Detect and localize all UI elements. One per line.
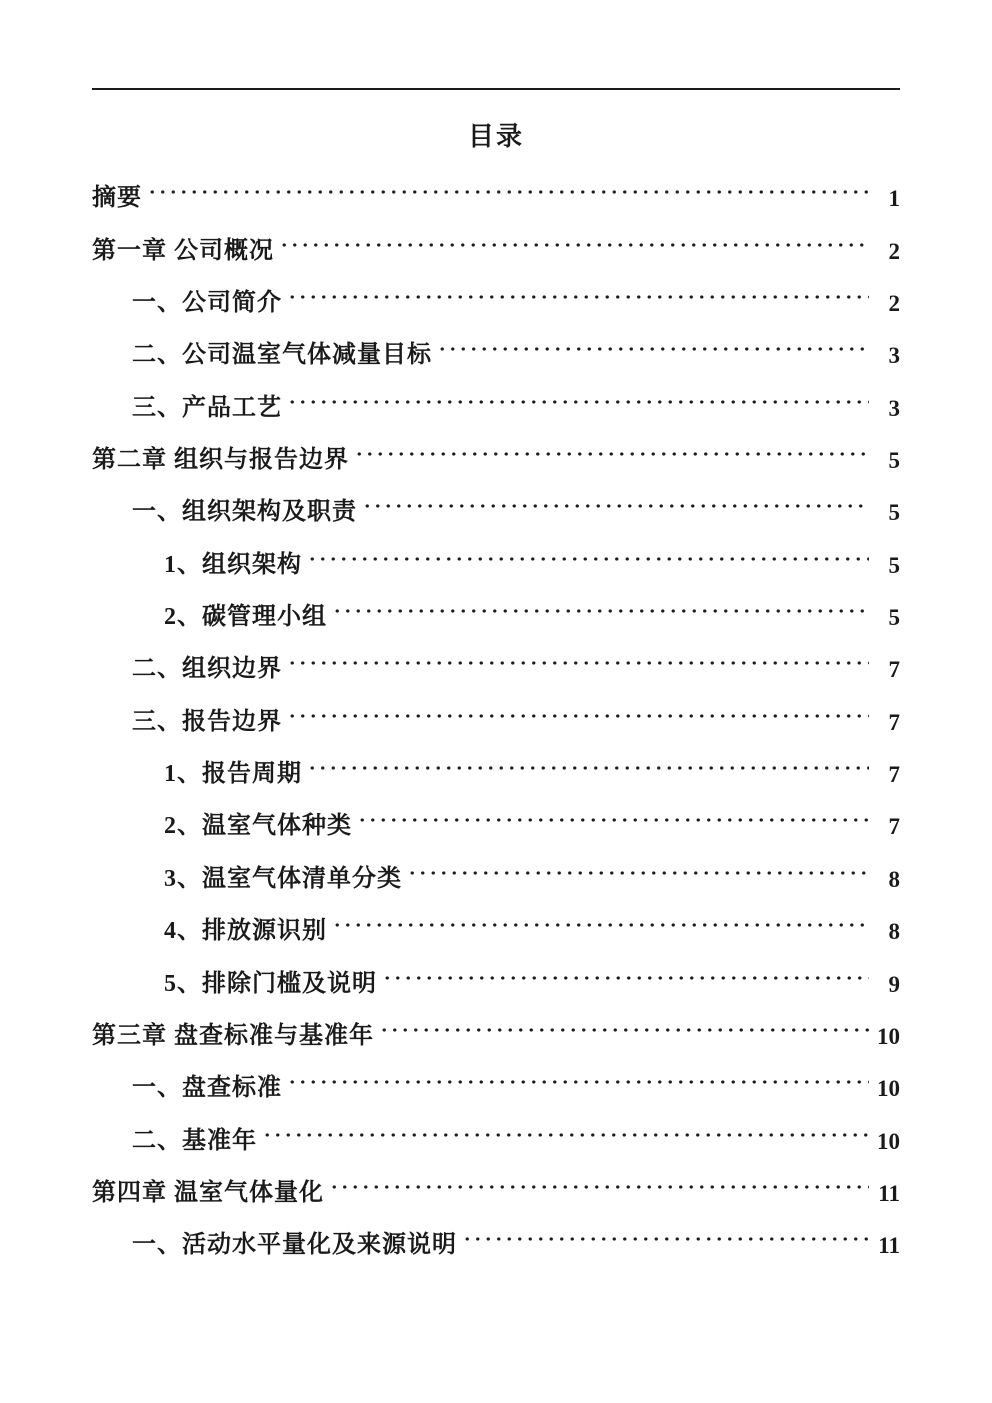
toc-entry[interactable] [92, 434, 900, 486]
toc-entry-page: 7 [888, 657, 900, 683]
toc-entry-label: 3、温室气体清单分类 [164, 865, 402, 892]
toc-entry-page: 7 [888, 762, 900, 788]
toc-entry[interactable] [92, 957, 900, 1009]
toc-entry-page: 5 [888, 552, 900, 578]
toc-entry-page: 5 [888, 500, 900, 526]
toc-entry-page: 10 [877, 1076, 900, 1102]
toc-entry-label: 三、产品工艺 [132, 394, 282, 421]
toc-entry-label: 4、排放源识别 [164, 918, 327, 945]
toc-entry-page: 7 [888, 814, 900, 840]
dot-leader-icon [262, 1114, 869, 1152]
toc-entry-page: 3 [888, 343, 900, 369]
toc-entry-page: 1 [888, 186, 900, 212]
toc-entry[interactable] [92, 1219, 900, 1271]
toc-entry[interactable] [92, 1167, 900, 1219]
toc-entry-label: 1、组织架构 [164, 551, 302, 578]
toc-entry-page: 3 [888, 395, 900, 421]
dot-leader-icon [357, 800, 869, 838]
toc-list [92, 172, 900, 1271]
toc-entry-label: 第一章 公司概况 [92, 237, 274, 264]
dot-leader-icon [287, 381, 869, 419]
toc-entry-label: 一、盘查标准 [132, 1075, 282, 1102]
dot-leader-icon [332, 591, 869, 629]
dot-leader-icon [287, 277, 869, 315]
toc-entry-label: 一、活动水平量化及来源说明 [132, 1232, 457, 1259]
dot-leader-icon [462, 1219, 869, 1257]
toc-entry-page: 9 [888, 971, 900, 997]
dot-leader-icon [307, 538, 869, 576]
dot-leader-icon [287, 643, 869, 681]
toc-entry-label: 一、公司简介 [132, 290, 282, 317]
toc-entry[interactable] [92, 643, 900, 695]
header-rule [92, 88, 900, 90]
dot-leader-icon [407, 852, 869, 890]
toc-entry[interactable] [92, 224, 900, 276]
toc-entry-label: 第二章 组织与报告边界 [92, 447, 349, 474]
toc-entry[interactable] [92, 538, 900, 590]
toc-entry-page: 11 [878, 1180, 900, 1206]
dot-leader-icon [307, 748, 869, 786]
toc-entry-page: 2 [888, 238, 900, 264]
toc-entry-label: 第四章 温室气体量化 [92, 1179, 324, 1206]
toc-entry[interactable] [92, 277, 900, 329]
dot-leader-icon [287, 695, 869, 733]
dot-leader-icon [379, 1010, 869, 1048]
dot-leader-icon [332, 905, 869, 943]
toc-entry-label: 二、组织边界 [132, 656, 282, 683]
toc-entry-label: 2、碳管理小组 [164, 604, 327, 631]
toc-entry[interactable] [92, 695, 900, 747]
toc-entry[interactable] [92, 852, 900, 904]
toc-entry[interactable] [92, 329, 900, 381]
toc-entry-page: 5 [888, 605, 900, 631]
dot-leader-icon [362, 486, 869, 524]
toc-entry-label: 第三章 盘查标准与基准年 [92, 1022, 374, 1049]
dot-leader-icon [382, 957, 869, 995]
toc-entry[interactable] [92, 1062, 900, 1114]
toc-entry-page: 7 [888, 709, 900, 735]
toc-entry-page: 2 [888, 291, 900, 317]
toc-entry-label: 三、报告边界 [132, 708, 282, 735]
toc-entry-page: 5 [888, 448, 900, 474]
toc-entry[interactable] [92, 1010, 900, 1062]
toc-entry[interactable] [92, 172, 900, 224]
toc-entry[interactable] [92, 748, 900, 800]
dot-leader-icon [147, 172, 869, 210]
toc-entry-page: 8 [888, 866, 900, 892]
toc-entry[interactable] [92, 486, 900, 538]
toc-entry[interactable] [92, 591, 900, 643]
toc-entry-label: 1、报告周期 [164, 761, 302, 788]
toc-entry-label: 二、公司温室气体减量目标 [132, 342, 432, 369]
toc-entry-label: 二、基准年 [132, 1127, 257, 1154]
dot-leader-icon [354, 434, 869, 472]
toc-entry-label: 5、排除门槛及说明 [164, 970, 377, 997]
toc-entry[interactable] [92, 905, 900, 957]
toc-entry[interactable] [92, 1114, 900, 1166]
dot-leader-icon [437, 329, 869, 367]
toc-entry-page: 11 [878, 1233, 900, 1259]
toc-entry-page: 8 [888, 919, 900, 945]
toc-entry[interactable] [92, 800, 900, 852]
dot-leader-icon [279, 224, 869, 262]
toc-entry-label: 2、温室气体种类 [164, 813, 352, 840]
toc-entry-page: 10 [877, 1128, 900, 1154]
toc-entry-label: 摘要 [92, 185, 142, 212]
toc-title: 目录 [467, 122, 524, 151]
dot-leader-icon [329, 1167, 869, 1205]
toc-entry-page: 10 [877, 1023, 900, 1049]
dot-leader-icon [287, 1062, 869, 1100]
toc-entry[interactable] [92, 381, 900, 433]
toc-entry-label: 一、组织架构及职责 [132, 499, 357, 526]
